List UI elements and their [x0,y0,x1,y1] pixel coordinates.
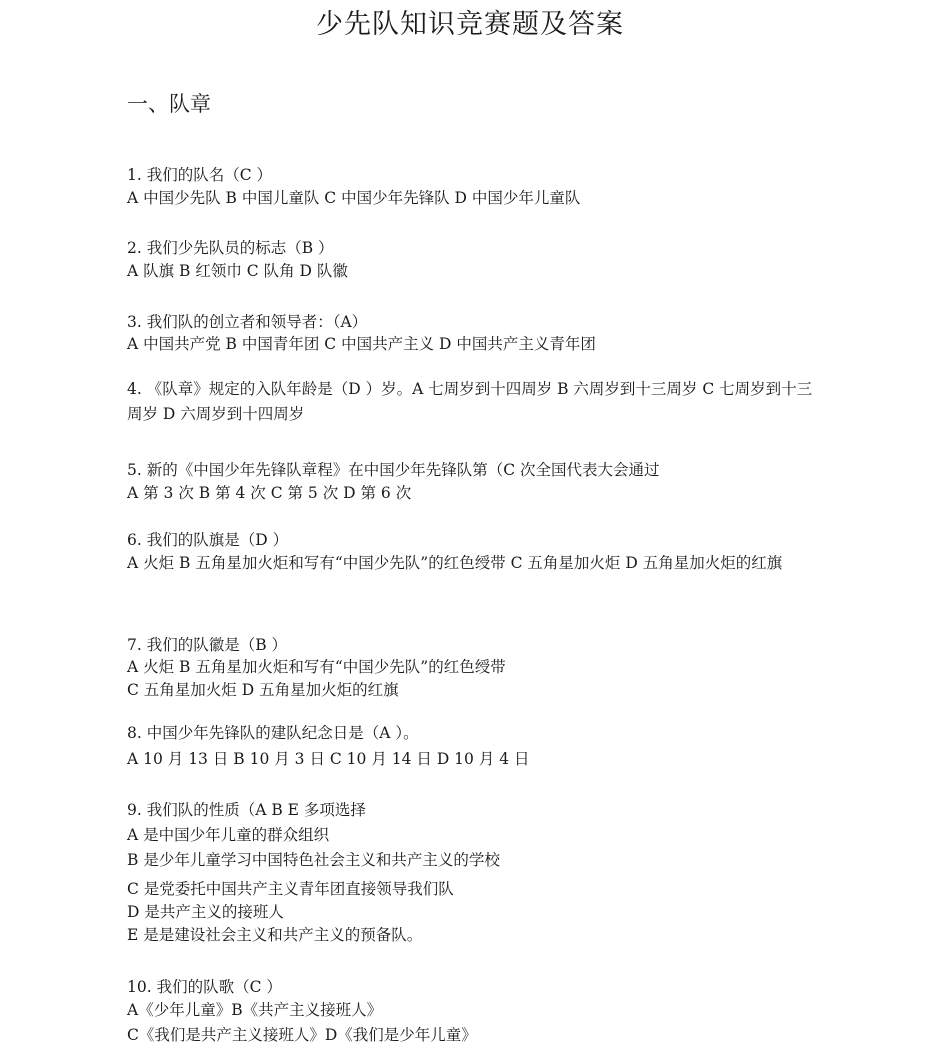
question-9-option-e: E 是是建设社会主义和共产主义的预备队。 [127,926,423,944]
question-5: 5. 新的《中国少年先锋队章程》在中国少年先锋队第（C 次全国代表大会通过 [127,461,660,479]
question-8: 8. 中国少年先锋队的建队纪念日是（A ）。 [127,724,419,742]
question-5-options: A 第 3 次 B 第 4 次 C 第 5 次 D 第 6 次 [127,484,412,502]
question-9: 9. 我们队的性质（A B E 多项选择 [127,801,366,819]
question-10: 10. 我们的队歌（C ） [127,978,282,996]
question-10-options-1: A《少年儿童》B《共产主义接班人》 [127,1001,383,1019]
question-1-options: A 中国少先队 B 中国儿童队 C 中国少年先锋队 D 中国少年儿童队 [127,189,581,207]
question-2-options: A 队旗 B 红领巾 C 队角 D 队徽 [127,262,348,280]
question-9-option-c: C 是党委托中国共产主义青年团直接领导我们队 [127,880,454,898]
question-10-options-2: C《我们是共产主义接班人》D《我们是少年儿童》 [127,1026,477,1044]
question-7-options-2: C 五角星加火炬 D 五角星加火炬的红旗 [127,681,399,699]
question-7-options-1: A 火炬 B 五角星加火炬和写有“中国少先队”的红色绶带 [127,658,506,676]
question-1: 1. 我们的队名（C ） [127,166,273,184]
question-9-option-b: B 是少年儿童学习中国特色社会主义和共产主义的学校 [127,851,500,869]
question-3-options: A 中国共产党 B 中国青年团 C 中国共产主义 D 中国共产主义青年团 [127,335,596,353]
question-6-options: A 火炬 B 五角星加火炬和写有“中国少先队”的红色绶带 C 五角星加火炬 D 五角星加火炬的红旗 [127,554,783,572]
section-heading: 一、队章 [127,92,211,116]
question-6: 6. 我们的队旗是（D ） [127,531,289,549]
question-2: 2. 我们少先队员的标志（B ） [127,239,334,257]
question-9-option-a: A 是中国少年儿童的群众组织 [127,826,330,844]
question-7: 7. 我们的队徽是（B ） [127,636,288,654]
question-9-option-d: D 是共产主义的接班人 [127,903,284,921]
question-3: 3. 我们队的创立者和领导者：（A） [127,313,368,331]
document-title: 少先队知识竞赛题及答案 [316,9,624,40]
question-8-options: A 10 月 13 日 B 10 月 3 日 C 10 月 14 日 D 10 月 4 日 [127,750,530,768]
question-4: 4. 《队章》规定的入队年龄是（D ）岁。A 七周岁到十四周岁 B 六周岁到十三周岁 C 七周岁到十三周岁 D 六周岁到十四周岁 [127,380,813,423]
